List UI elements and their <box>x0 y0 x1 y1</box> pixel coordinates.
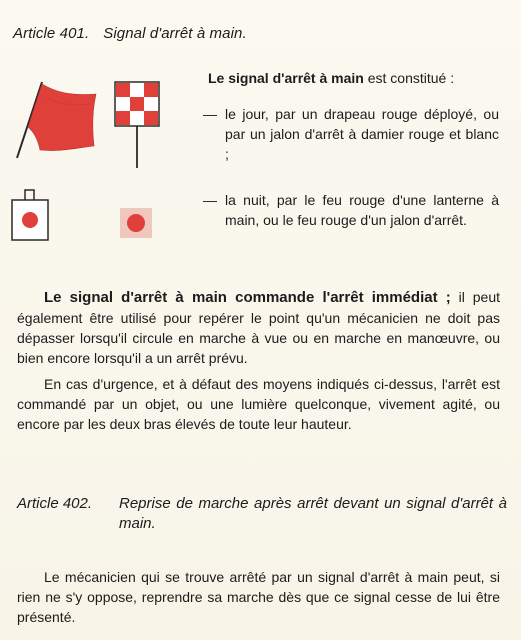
red-light-icon <box>120 208 152 238</box>
paragraph-emergency <box>17 374 500 434</box>
paragraph-lead-bold: Le signal d'arrêt à main commande l'arrêt immédiat ; <box>44 289 451 306</box>
intro-bold-text: Le signal d'arrêt à main <box>208 70 364 86</box>
checkered-stop-post-icon <box>115 82 159 168</box>
paragraph-body: Le mécanicien qui se trouve arrêté par un signal d'arrêt à main peut, si rien ne s'y oppose, reprendre sa marche dès que ce signal cesse de lui être présenté. <box>17 569 500 625</box>
paragraph-body: il peut également être utilisé pour repérer le point qu'un mécanicien ne doit pas dépasser lorsqu'il circule en marche à vue ou en marche en manœuvre, ou bien encore lorsqu'il a un arrêt prévu. <box>17 289 500 366</box>
paragraph-body: En cas d'urgence, et à défaut des moyens indiqués ci-dessus, l'arrêt est commandé par un objet, ou une lumière quelconque, vivement agité, ou encore par les deux bras élevés de toute leur hauteur. <box>17 376 500 432</box>
article-402-heading <box>17 494 507 534</box>
list-dash: — <box>203 192 217 208</box>
article-401-title: Signal d'arrêt à main. <box>103 25 247 42</box>
list-item-text: le jour, par un drapeau rouge déployé, ou par un jalon d'arrêt à damier rouge et blanc ; <box>225 106 499 162</box>
signal-definition-intro <box>208 70 454 86</box>
article-402-number: Article 402. <box>17 495 93 512</box>
red-flag-icon <box>17 82 96 158</box>
article-401-number: Article 401. <box>13 25 90 42</box>
paragraph-resume <box>17 567 500 627</box>
list-item-night <box>203 190 499 230</box>
intro-rest-text: est constitué : <box>363 70 455 86</box>
list-item-day <box>203 104 499 164</box>
hand-lantern-icon <box>12 190 48 240</box>
paragraph-immediate-stop <box>17 287 500 368</box>
article-402-title: Reprise de marche après arrêt devant un signal d'arrêt à main. <box>119 495 507 532</box>
list-dash: — <box>203 106 217 122</box>
list-item-text: la nuit, par le feu rouge d'une lanterne à main, ou le feu rouge d'un jalon d'arrêt. <box>225 192 499 228</box>
